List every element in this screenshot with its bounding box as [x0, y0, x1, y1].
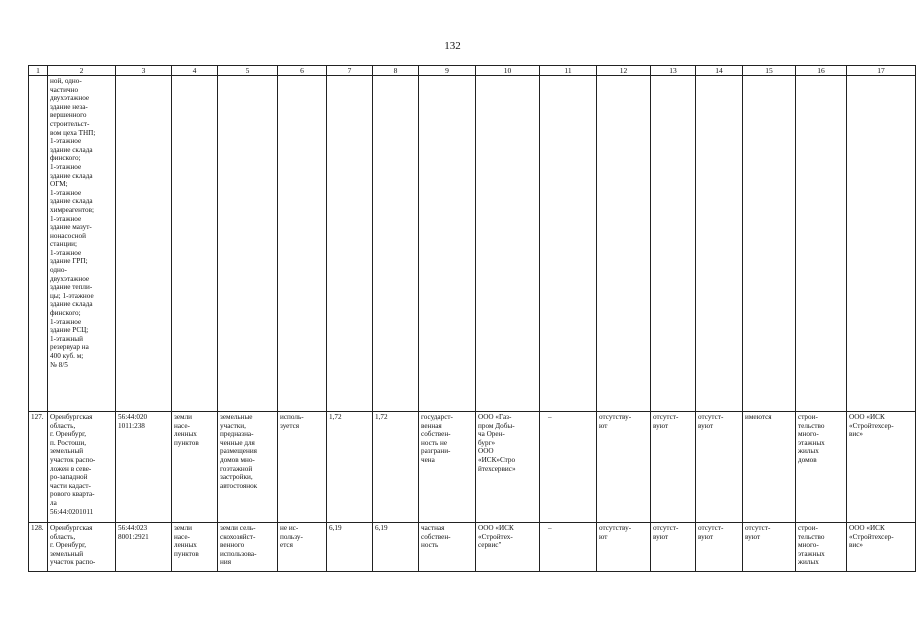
cell-text: ООО «ИСК «Стройтехсер- вис» — [849, 524, 894, 550]
column-header-5: 5 — [218, 66, 278, 76]
table-cell-col-2 — [48, 412, 116, 523]
cell-text: отсутст- вуют — [698, 413, 724, 430]
table-cell-col-5 — [218, 523, 278, 572]
cell-text: отсутст- вуют — [745, 524, 771, 541]
cell-text: 127. — [31, 413, 44, 421]
table-cell-col-14 — [696, 76, 743, 412]
table-cell-col-10 — [476, 523, 540, 572]
cell-text: строи- тельство много- этажных жилых — [798, 524, 825, 567]
cell-text: – — [548, 524, 552, 532]
table-cell-col-16 — [796, 76, 847, 412]
column-header-11: 11 — [540, 66, 597, 76]
table-cell-col-4 — [172, 76, 218, 412]
land-plots-table — [28, 65, 916, 572]
table-cell-col-14 — [696, 523, 743, 572]
table-cell-col-9 — [419, 76, 476, 412]
cell-text: строи- тельство много- этажных жилых домов — [798, 413, 825, 464]
table-cell-col-2 — [48, 523, 116, 572]
column-header-9: 9 — [419, 66, 476, 76]
table-cell-col-12 — [597, 76, 651, 412]
table-row — [29, 412, 916, 523]
cell-text: отсутству- ют — [599, 524, 632, 541]
table-cell-col-17 — [847, 412, 916, 523]
table-cell-col-4 — [172, 412, 218, 523]
table-cell-col-1 — [29, 412, 48, 523]
column-header-4: 4 — [172, 66, 218, 76]
column-header-16: 16 — [796, 66, 847, 76]
table-cell-col-16 — [796, 523, 847, 572]
column-header-10: 10 — [476, 66, 540, 76]
cell-text: ной, одно- частично двухэтажное здание неза- вершенного строительст- вом цеха ТНП; 1-этажное здание склада финского; 1-этажное здание склада ОГМ; 1-этажное здание склада химреагентов; 1-этажное здание мазут- нонасосной станции; 1-этажное здание ГРП; одно- двухэтажное здание тепли- цы; 1-этажное здание склада финского; 1-этажное здание РСЦ; 1-этажный резервуар на 400 куб. м; № 8/5 — [50, 77, 96, 369]
table-cell-col-8 — [373, 76, 419, 412]
cell-text: Оренбургская область, г. Оренбург, земельный участок распо- — [50, 524, 96, 567]
column-header-2: 2 — [48, 66, 116, 76]
table-cell-col-6 — [278, 523, 327, 572]
column-header-17: 17 — [847, 66, 916, 76]
table-cell-col-17 — [847, 76, 916, 412]
table-cell-col-15 — [743, 412, 796, 523]
table-cell-col-7 — [327, 412, 373, 523]
land-plots-table-container — [28, 65, 894, 571]
table-cell-col-8 — [373, 523, 419, 572]
cell-text: – — [548, 413, 552, 421]
page-number: 132 — [444, 40, 461, 52]
cell-text: 56:44:020 1011:238 — [118, 413, 148, 430]
table-cell-col-1 — [29, 523, 48, 572]
cell-text: 1,72 — [375, 413, 388, 421]
table-cell-col-6 — [278, 76, 327, 412]
table-cell-col-9 — [419, 523, 476, 572]
cell-text: Оренбургская область, г. Оренбург, п. Ростоши, земельный участок распо- ложен в севе- ро-западной части кадаст- рового кварта- ла 56:44:0201011 — [50, 413, 96, 516]
cell-text: ООО «ИСК «Стройтех- сервис" — [478, 524, 514, 550]
table-cell-col-7 — [327, 523, 373, 572]
cell-text: отсутст- вуют — [653, 524, 679, 541]
table-cell-col-2 — [48, 76, 116, 412]
column-header-13: 13 — [651, 66, 696, 76]
table-cell-col-3 — [116, 412, 172, 523]
cell-text: частная собствен- ность — [421, 524, 451, 550]
column-header-1: 1 — [29, 66, 48, 76]
cell-text: отсутству- ют — [599, 413, 632, 430]
table-cell-col-15 — [743, 76, 796, 412]
table-cell-col-16 — [796, 412, 847, 523]
table-cell-col-5 — [218, 76, 278, 412]
table-cell-col-14 — [696, 412, 743, 523]
cell-text: 6,19 — [375, 524, 388, 532]
table-cell-col-10 — [476, 76, 540, 412]
cell-text: государст- венная собствен- ность не разграни- чена — [421, 413, 453, 464]
column-header-12: 12 — [597, 66, 651, 76]
column-header-3: 3 — [116, 66, 172, 76]
table-cell-col-17 — [847, 523, 916, 572]
table-cell-col-13 — [651, 412, 696, 523]
cell-text: отсутст- вуют — [653, 413, 679, 430]
cell-text: 6,19 — [329, 524, 342, 532]
cell-text: ООО «Газ- пром Добы- ча Орен- бург» ООО «ИСК»Стро йтехсервис» — [478, 413, 516, 473]
table-cell-col-11 — [540, 523, 597, 572]
table-cell-col-4 — [172, 523, 218, 572]
column-header-15: 15 — [743, 66, 796, 76]
column-header-8: 8 — [373, 66, 419, 76]
table-cell-col-13 — [651, 76, 696, 412]
cell-text: 1,72 — [329, 413, 342, 421]
column-header-7: 7 — [327, 66, 373, 76]
cell-text: земли насе- ленных пунктов — [174, 524, 199, 558]
cell-text: не ис- пользу- ется — [280, 524, 303, 550]
table-cell-col-9 — [419, 412, 476, 523]
table-row — [29, 76, 916, 412]
table-cell-col-3 — [116, 523, 172, 572]
table-row — [29, 523, 916, 572]
table-cell-col-7 — [327, 76, 373, 412]
cell-text: ООО «ИСК «Стройтехсер- вис» — [849, 413, 894, 439]
column-header-14: 14 — [696, 66, 743, 76]
table-cell-col-10 — [476, 412, 540, 523]
table-cell-col-13 — [651, 523, 696, 572]
cell-text: 56:44:023 8001:2921 — [118, 524, 149, 541]
cell-text: исполь- зуется — [280, 413, 304, 430]
table-cell-col-1 — [29, 76, 48, 412]
table-cell-col-5 — [218, 412, 278, 523]
table-cell-col-8 — [373, 412, 419, 523]
table-cell-col-6 — [278, 412, 327, 523]
column-number-header-row — [29, 66, 916, 76]
table-cell-col-12 — [597, 412, 651, 523]
cell-text: земельные участки, предназна- ченные для размещения домов мно- гоэтажной застройки, автостоянок — [220, 413, 258, 490]
cell-text: имеются — [745, 413, 772, 421]
cell-text: земли насе- ленных пунктов — [174, 413, 199, 447]
cell-text: земли сель- скохозяйст- венного использова- ния — [220, 524, 257, 567]
table-cell-col-3 — [116, 76, 172, 412]
table-cell-col-15 — [743, 523, 796, 572]
column-header-6: 6 — [278, 66, 327, 76]
cell-text: отсутст- вуют — [698, 524, 724, 541]
table-cell-col-11 — [540, 412, 597, 523]
table-cell-col-11 — [540, 76, 597, 412]
cell-text: 128. — [31, 524, 44, 532]
table-cell-col-12 — [597, 523, 651, 572]
